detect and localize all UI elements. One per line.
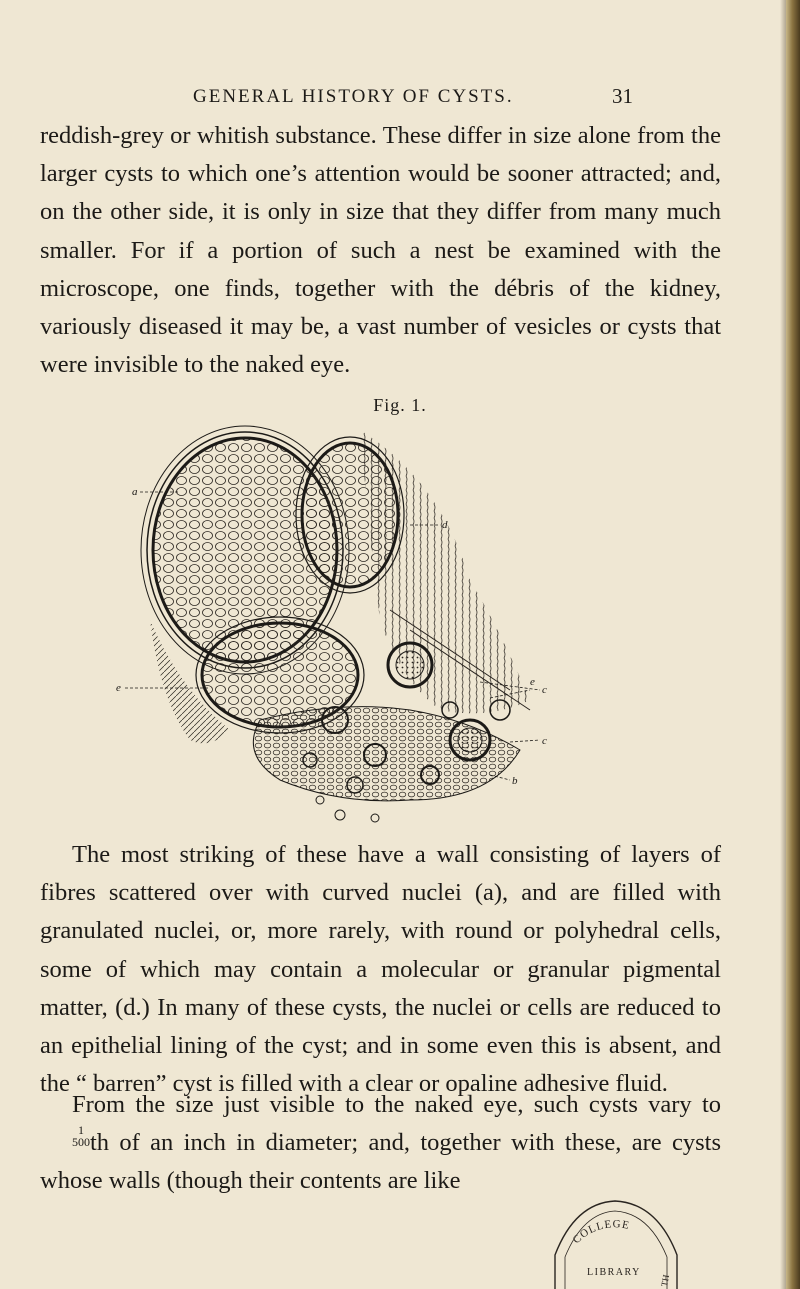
- running-head: [0, 84, 800, 114]
- page-number: 31: [612, 84, 633, 108]
- stamp-center-text: LIBRARY: [587, 1267, 641, 1278]
- figure-caption: Fig. 1.: [373, 395, 427, 415]
- fraction-denominator: 500: [72, 1135, 90, 1150]
- stamp-arc-text: COLLEGE: [570, 1218, 631, 1247]
- label-a: a: [132, 486, 138, 498]
- paragraph-3-start: From the size just visible to the naked eye, such cysts vary to: [72, 1091, 721, 1118]
- running-title: GENERAL HISTORY OF CYSTS.: [193, 86, 514, 107]
- paragraph-3-end: th of an inch in diameter; and, together with these, are cysts whose walls (though their contents are like: [40, 1129, 721, 1195]
- label-c-upper: c: [542, 684, 547, 696]
- paragraph-1: reddish-grey or whitish substance. These differ in size alone from the larger cysts to which one’s attention would be sooner attracted; and, on the other side, it is only in size that they differ from many much smaller. For if a portion of such a nest be examined with the microscope, one finds, together with the débris of the kidney, variously diseased it may be, a vast number of vesicles or cysts that were invisible to the naked eye.: [40, 122, 721, 379]
- fraction-numerator: 1: [78, 1123, 84, 1138]
- microscopy-figure: [110, 420, 570, 840]
- library-stamp: [545, 1195, 685, 1289]
- label-e-right: e: [530, 676, 535, 688]
- label-d: d: [442, 519, 448, 531]
- paragraph-2: The most striking of these have a wall consisting of layers of fibres scattered over with curved nuclei (a), and are filled with granulated nuclei, or, more rarely, with round or polyhedral cells, some of which may contain a molecular or granular pigmental matter, (d.) In many of these cysts, the nuclei or cells are reduced to an epithelial lining of the cyst; and in some even this is absent, and the “ barren” cyst is filled with a clear or opaline adhesive fluid.: [40, 841, 721, 1098]
- label-e-left: e: [116, 682, 121, 694]
- label-c-lower: c: [542, 735, 547, 747]
- svg-text:COLLEGE: [570, 1218, 630, 1246]
- paragraph-3: [40, 1086, 721, 1201]
- stamp-side-text: TH: [659, 1273, 672, 1288]
- fraction: [40, 1124, 90, 1148]
- label-b: b: [512, 775, 518, 787]
- page-edge: [786, 0, 800, 1289]
